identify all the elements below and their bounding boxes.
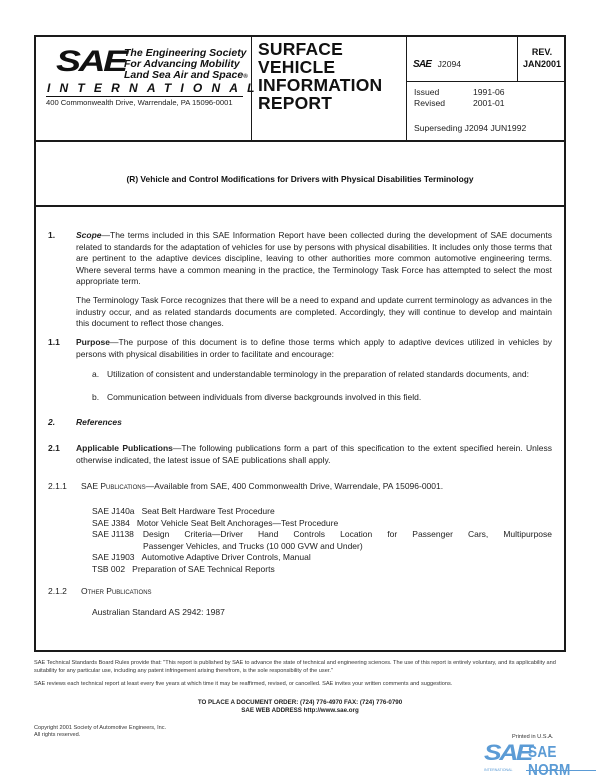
order-info: TO PLACE A DOCUMENT ORDER: (724) 776-4970 FAX: (724) 776-0790 [197, 699, 403, 706]
section-heading: Scope [76, 230, 102, 240]
sae-tagline: The Engineering Society For Advancing Mobility Land Sea Air and Space® [124, 47, 248, 81]
sae-norm-text: SAE NORM [528, 744, 571, 779]
document-number: SAE J2094 [413, 59, 462, 70]
section-other-publications: Other Publications [81, 586, 152, 596]
sae-small-logo: SAE [413, 59, 432, 70]
reference-list [92, 506, 552, 575]
rights-reserved: All rights reserved. [34, 732, 81, 738]
revision-block: REV. JAN2001 [522, 47, 562, 69]
issue-dates: Issued 1991-06 Revised 2001-01 [414, 87, 505, 108]
document-header [34, 35, 566, 142]
list-marker: b. [92, 392, 100, 402]
sae-logo: SAE [56, 45, 126, 78]
logo-rule [46, 96, 243, 97]
section-number: 2. [48, 417, 56, 427]
section-applicable-publications: Applicable Publications—The following publications form a part of this specification to the extent specified herein. Unless otherwise indicated, the latest issue of SAE publications shall apply. [76, 443, 552, 465]
reference-item: Australian Standard AS 2942: 1987 [92, 607, 225, 617]
reference-item: SAE J384 Motor Vehicle Seat Belt Anchorages—Test Procedure [92, 517, 339, 528]
section-number: 2.1 [48, 443, 60, 453]
document-body [34, 205, 566, 652]
header-divider [406, 81, 564, 82]
web-address: SAE WEB ADDRESS http://www.sae.org [241, 707, 359, 714]
sae-international: INTERNATIONAL [47, 81, 264, 95]
section-purpose: Purpose—The purpose of this document is to define those terms which apply to adaptive devices utilized in vehicles by persons with physical disabilities in order to facilitate and encourage: [76, 337, 552, 359]
section-heading-references: References [76, 417, 122, 427]
list-marker: a. [92, 369, 100, 379]
watermark-rule [526, 770, 596, 771]
section-heading: Purpose [76, 337, 111, 347]
review-notice: SAE reviews each technical report at least every five years at which time it may be reaffirmed, revised, or cancelled. SAE invites your written comments and suggestions. [34, 681, 453, 687]
reference-item: SAE J1903 Automotive Adaptive Driver Controls, Manual [92, 552, 311, 562]
reference-item-continued: Passenger Vehicles, and Trucks (10 000 GVW and Under) [143, 540, 363, 551]
list-item: Communication between individuals from diverse backgrounds involved in this field. [107, 392, 422, 402]
document-title-box [34, 140, 566, 207]
section-heading: Applicable Publications [76, 443, 173, 453]
copyright: Copyright 2001 Society of Automotive Engineers, Inc. [34, 725, 167, 731]
section-heading: SAE Publications [81, 481, 146, 491]
section-sae-publications: SAE Publications—Available from SAE, 400 Commonwealth Drive, Warrendale, PA 15096-0001. [81, 481, 444, 491]
section-number: 1. [48, 230, 56, 240]
section-number: 2.1.1 [48, 481, 67, 491]
sae-watermark-logo-icon: SAE [484, 740, 532, 765]
reference-item: SAE J140a Seat Belt Hardware Test Procedure [92, 506, 275, 516]
reference-item: SAE J1138 Design Criteria—Driver Hand Controls Location for Passenger Cars, Multipurpose [92, 529, 552, 539]
section-number: 2.1.2 [48, 586, 67, 596]
reference-item: TSB 002 Preparation of SAE Technical Reports [92, 563, 275, 574]
list-item: Utilization of consistent and understandable terminology in the preparation of related standards documents, and: [107, 369, 529, 379]
sae-address: 400 Commonwealth Drive, Warrendale, PA 15096-0001 [46, 98, 233, 107]
scope-paragraph-2: The Terminology Task Force recognizes that there will be a need to expand and update current terminology as advances in the industry occur, and as related standards documents are completed. Accordingly, they will continue to develop and maintain this document to reflect those changes. [76, 295, 552, 328]
printed-in: Printed in U.S.A. [512, 734, 554, 740]
section-scope: Scope—The terms included in this SAE Information Report have been collected during the development of SAE documents related to standards for the adaptation of vehicles for use by persons with physical disabilities. It includes only those terms that are pertinent to the adaptive devices discipline, leaving to other authorities more common automotive engineering terms. Where several terms have a common meaning in the practice, the Terminology Task Force has attempted to select the most appropriate term. [76, 230, 552, 286]
superseding: Superseding J2094 JUN1992 [414, 123, 527, 133]
header-divider [406, 37, 407, 140]
document-type: SURFACE VEHICLE INFORMATION REPORT [258, 39, 383, 113]
document-title: (R) Vehicle and Control Modifications for Drivers with Physical Disabilities Terminology [126, 174, 474, 184]
section-number: 1.1 [48, 337, 60, 347]
sae-norm-watermark: SAE SAE NORM INTERNATIONAL [482, 742, 600, 776]
policy-notice: SAE Technical Standards Board Rules provide that: "This report is published by SAE to advance the state of technical and engineering sciences. The use of this report is entirely voluntary, and its applicability and suitability for any particular use, including any patent infringement arising therefrom, is the sole responsibility of the user." [34, 660, 556, 674]
